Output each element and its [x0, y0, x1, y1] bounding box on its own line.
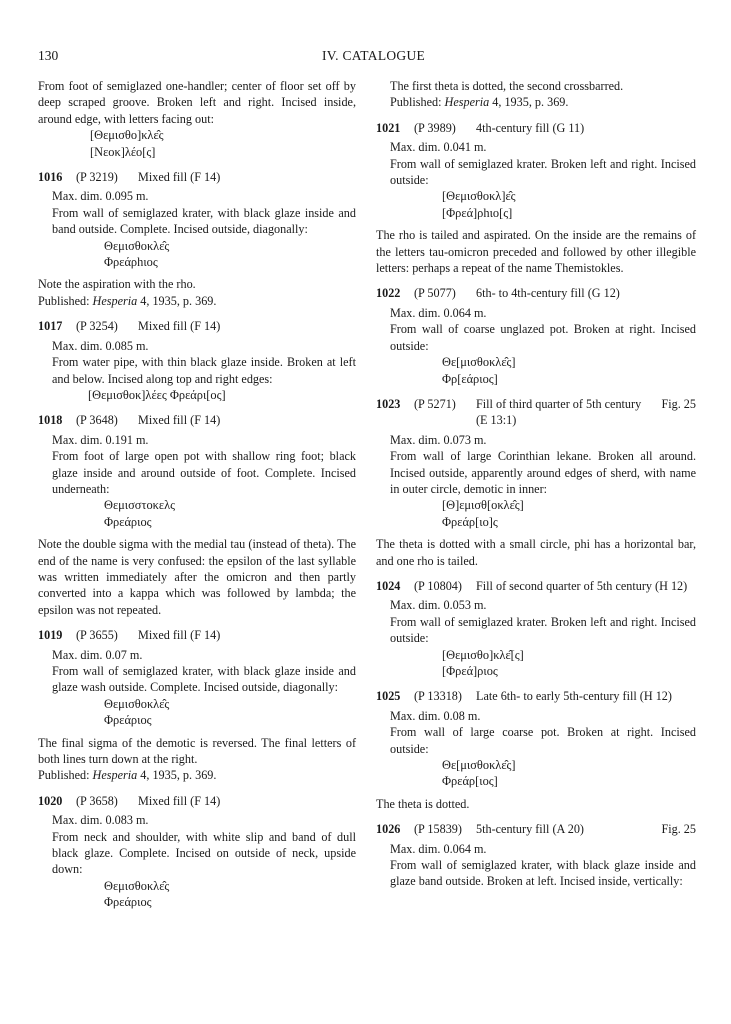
- inscription: [52, 497, 356, 530]
- note: The theta is dotted with a small circle, phi has a horizontal bar, and one rho is tailed.: [376, 537, 696, 568]
- max-dimension: Max. dim. 0.095 m.: [52, 189, 149, 204]
- inscription-line: Φρεάρ[ιος]: [442, 774, 498, 789]
- description: From wall of semiglazed krater. Broken left and right. Incised outside:: [390, 156, 696, 188]
- entry-number: 1017: [38, 319, 63, 334]
- description: From foot of large open pot with shallow ring foot; black glaze inside and around outside of foot. Complete. Incised underneath:: [52, 449, 356, 496]
- inscription-line: Θεμισθοκλε̂ς: [104, 878, 170, 893]
- deposit-context: Mixed fill (F 14): [138, 170, 221, 185]
- inscription-line: Θεμισθοκλε̂ς: [104, 696, 170, 711]
- inscription-line: Φρεάρhιος: [104, 255, 158, 270]
- catalogue-entry: [376, 396, 696, 569]
- deposit-context: Fill of third quarter of 5th century (E 13:1): [476, 396, 642, 428]
- max-dimension: Max. dim. 0.07 m.: [52, 647, 143, 662]
- entry-number: 1023: [376, 396, 401, 411]
- note: The final sigma of the demotic is reversed. The final letters of both lines turn down at the right.: [38, 735, 356, 767]
- journal-title: Hesperia: [444, 95, 490, 110]
- entry-header: [376, 396, 696, 429]
- max-dimension: Max. dim. 0.191 m.: [52, 432, 149, 447]
- inscription-line: Θε[μισθοκλε̂ς]: [442, 355, 516, 370]
- catalogue-entry: [376, 688, 696, 812]
- right-column: [376, 78, 696, 890]
- inventory-number: (P 3254): [76, 319, 118, 334]
- inventory-number: (P 13318): [414, 689, 462, 704]
- entry-header: [38, 412, 356, 428]
- max-dimension: Max. dim. 0.053 m.: [390, 598, 487, 613]
- catalogue-entry: [38, 318, 356, 403]
- note: Note the double sigma with the medial tau (instead of theta). The end of the name is very confused: the epsilon of the last syllable was written immediately after the omicron and then partly converted into a kappa which was followed by lambda; the epsilon was not repeated.: [38, 537, 356, 617]
- intro-fragment: [38, 78, 356, 160]
- published-reference: Published: Hesperia 4, 1935, p. 369.: [38, 768, 217, 783]
- deposit-context: 4th-century fill (G 11): [476, 120, 585, 135]
- left-column: [38, 78, 356, 911]
- inscription-line: Φρ[εάριος]: [442, 371, 498, 386]
- entry-header: [38, 318, 356, 334]
- inventory-number: (P 3219): [76, 170, 118, 185]
- entry-number: 1016: [38, 170, 63, 185]
- deposit-context: Mixed fill (F 14): [138, 413, 221, 428]
- entry-header: [38, 793, 356, 809]
- description: From wall of semiglazed krater. Broken left and right. Incised outside:: [390, 614, 696, 646]
- inscription-line: Φρεάριος: [104, 713, 152, 728]
- catalogue-entry: [38, 793, 356, 911]
- entry-header: [38, 169, 356, 185]
- note: The first theta is dotted, the second crossbarred.: [390, 79, 624, 93]
- description: From wall of large coarse pot. Broken at right. Incised outside:: [390, 725, 696, 756]
- entry-number: 1024: [376, 578, 401, 593]
- inventory-number: (P 3658): [76, 793, 118, 808]
- description: From wall of semiglazed krater, with black glaze inside and glaze wash outside. Complete. Incised outside, diagonally:: [52, 664, 356, 695]
- catalogue-entry: [38, 627, 356, 784]
- catalogue-entry: [38, 169, 356, 309]
- inscription: [390, 757, 696, 790]
- figure-reference: Fig. 25: [661, 822, 696, 837]
- note: The rho is tailed and aspirated. On the inside are the remains of the letters tau-omicron preceded and followed by other illegible letters: perhaps a repeat of the name Themistokles.: [376, 228, 696, 276]
- inscription: [390, 497, 696, 530]
- inscription-line: Θεμισθοκλε̂ς: [104, 238, 170, 253]
- max-dimension: Max. dim. 0.041 m.: [390, 140, 487, 155]
- description: From wall of coarse unglazed pot. Broken at right. Incised outside:: [390, 322, 696, 353]
- deposit-context: Late 6th- to early 5th-century fill (H 12): [476, 689, 672, 704]
- description: From wall of semiglazed krater, with black glaze inside and band outside. Complete. Incised outside, diagonally:: [52, 205, 356, 237]
- note: Note the aspiration with the rho.: [38, 277, 196, 292]
- note: The theta is dotted.: [376, 796, 470, 811]
- inscription-line: [Θεμισθο]κλε̂[ς]: [442, 647, 524, 662]
- inscription: [52, 387, 356, 403]
- deposit-context: Mixed fill (F 14): [138, 793, 221, 808]
- entry-number: 1022: [376, 286, 401, 301]
- inscription-line: [Φρεά]ρhιο[ς]: [442, 205, 513, 220]
- inventory-number: (P 5271): [414, 396, 456, 411]
- intro-text: From foot of semiglazed one-handler; center of floor set off by deep scraped groove. Broken left and right. Incised inside, around edge, with letters facing out:: [38, 79, 356, 126]
- journal-title: Hesperia: [92, 768, 138, 783]
- catalogue-entry: [376, 821, 696, 890]
- entry-header: [38, 627, 356, 643]
- continued-note: [376, 78, 696, 111]
- description: From wall of semiglazed krater, with black glaze inside and glaze band outside. Broken at left. Incised inside, vertically:: [390, 858, 696, 889]
- entry-number: 1021: [376, 120, 401, 135]
- deposit-context: Mixed fill (F 14): [138, 319, 221, 334]
- entry-header: [376, 120, 696, 136]
- catalogue-entry: [376, 578, 696, 679]
- description: From neck and shoulder, with white slip and band of dull black glaze. Complete. Incised on outside of neck, upside down:: [52, 829, 356, 877]
- inscription-line: Φρεάρ[ιο]ς: [442, 514, 498, 529]
- deposit-context: 5th-century fill (A 20): [476, 822, 584, 837]
- max-dimension: Max. dim. 0.073 m.: [390, 432, 487, 447]
- inscription: [52, 696, 356, 729]
- description: From water pipe, with thin black glaze inside. Broken at left and below. Incised along top and right edges:: [52, 355, 356, 386]
- inscription: [52, 238, 356, 271]
- page-number: 130: [38, 48, 59, 63]
- running-title: IV. CATALOGUE: [322, 48, 426, 63]
- inscription-line: [Νεοκ]λέο[ς]: [90, 144, 156, 159]
- inscription-line: Θεμισστοκελς: [104, 498, 176, 513]
- deposit-context: Mixed fill (F 14): [138, 628, 221, 643]
- description: From wall of large Corinthian lekane. Broken all around. Incised outside, apparently around edges of sherd, with name in outer circle, demotic in inner:: [390, 449, 696, 496]
- inscription-line: [Θεμισθοκ]λέες Φρεάρι[ος]: [88, 387, 226, 402]
- intro-inscription: [38, 127, 356, 160]
- inventory-number: (P 3989): [414, 120, 456, 135]
- entry-header: [376, 578, 696, 594]
- entry-header: [376, 688, 696, 704]
- inscription-line: Θε[μισθοκλε̂ς]: [442, 758, 516, 773]
- figure-reference: Fig. 25: [661, 396, 696, 411]
- max-dimension: Max. dim. 0.085 m.: [52, 338, 149, 353]
- inscription-line: Φρεάριος: [104, 895, 152, 910]
- max-dimension: Max. dim. 0.064 m.: [390, 841, 487, 856]
- entry-header: [376, 821, 696, 837]
- deposit-context: 6th- to 4th-century fill (G 12): [476, 286, 620, 301]
- catalogue-entry: [376, 285, 696, 386]
- inscription-line: [Θεμισθοκλ]ε̂ς: [442, 189, 516, 204]
- inventory-number: (P 3655): [76, 628, 118, 643]
- inscription-line: [Θεμισθο]κλε̂ς: [90, 128, 164, 143]
- journal-title: Hesperia: [92, 293, 138, 308]
- published-reference: Published: Hesperia 4, 1935, p. 369.: [38, 293, 217, 308]
- max-dimension: Max. dim. 0.08 m.: [390, 708, 481, 723]
- inventory-number: (P 3648): [76, 413, 118, 428]
- inscription: [52, 878, 356, 911]
- max-dimension: Max. dim. 0.083 m.: [52, 813, 149, 828]
- entry-number: 1018: [38, 413, 63, 428]
- catalogue-entry: [376, 120, 696, 277]
- deposit-context: Fill of second quarter of 5th century (H 12): [476, 578, 688, 593]
- inventory-number: (P 10804): [414, 578, 462, 593]
- entry-number: 1025: [376, 689, 401, 704]
- inscription-line: [Θ]εμισθ[οκλε̂ς]: [442, 498, 524, 513]
- inscription-line: [Φρεά]ριος: [442, 664, 498, 678]
- entry-header: [376, 285, 696, 301]
- inventory-number: (P 5077): [414, 286, 456, 301]
- inventory-number: (P 15839): [414, 822, 462, 837]
- inscription: [390, 188, 696, 221]
- max-dimension: Max. dim. 0.064 m.: [390, 305, 487, 320]
- entry-number: 1019: [38, 628, 63, 643]
- inscription-line: Φρεάριος: [104, 514, 152, 529]
- published-reference: Published: Hesperia 4, 1935, p. 369.: [390, 95, 569, 110]
- entry-number: 1020: [38, 793, 63, 808]
- inscription: [390, 354, 696, 387]
- entry-number: 1026: [376, 822, 401, 837]
- inscription: [390, 647, 696, 680]
- catalogue-entry: [38, 412, 356, 618]
